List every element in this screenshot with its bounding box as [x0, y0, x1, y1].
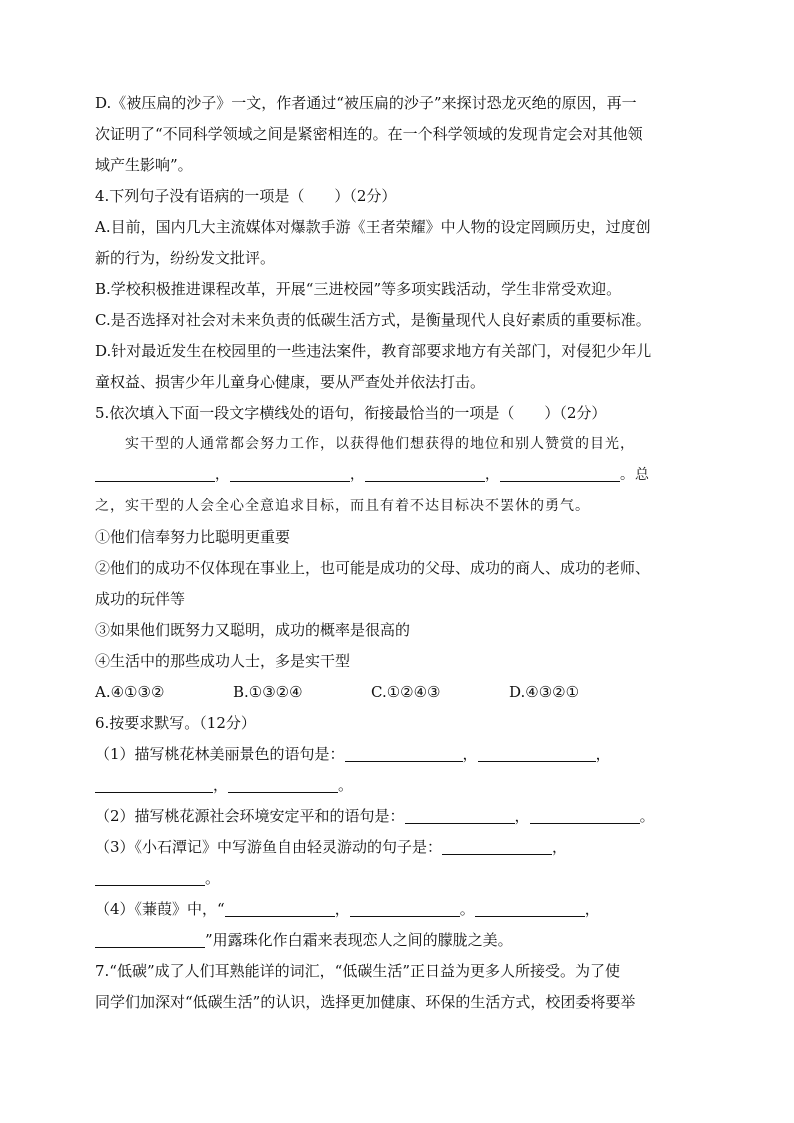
q6-part-1: （1）描写桃花林美丽景色的语句是： ， ， [95, 745, 611, 763]
q6-part-3: （3）《小石潭记》中写游鱼自由轻灵游动的句子是： ， [95, 838, 568, 856]
item-1: ①他们信奉努力比聪明更重要 [95, 528, 291, 546]
answer-option-c: C.①②④③ [371, 683, 441, 701]
q6-part-1-cont: ， 。 [95, 770, 697, 801]
text-line: 域产生影响”。 [95, 156, 193, 174]
answer-options [95, 677, 697, 708]
option-b: B.学校积极推进课程改革，开展“三进校园”等多项实践活动，学生非常受欢迎。 [95, 280, 622, 298]
answer-option-a: A.④①③② [95, 683, 165, 701]
fill-blank[interactable] [95, 774, 213, 793]
fill-blank[interactable] [230, 463, 350, 482]
question-4-title: 4.下列句子没有语病的一项是（ ）（2分） [95, 187, 397, 205]
option-a-cont: 新的行为，纷纷发文批评。 [95, 249, 276, 267]
item-2: ②他们的成功不仅体现在事业上，也可能是成功的父母、成功的商人、成功的老师、 [95, 559, 651, 577]
option-d-cont: 童权益、损害少年儿童身心健康，要从严查处并依法打击。 [95, 373, 486, 391]
question-5-title: 5.依次填入下面一段文字横线处的语句，衔接最恰当的一项是（ ）（2分） [95, 404, 607, 422]
fill-blank[interactable] [95, 929, 205, 948]
fill-blank[interactable] [405, 805, 515, 824]
option-a: A.目前，国内几大主流媒体对爆款手游《王者荣耀》中人物的设定罔顾历史，过度创 [95, 218, 651, 236]
fill-blank[interactable] [442, 836, 552, 855]
q6-part-4: （4）《蒹葭》中，“ ， 。 ， [95, 900, 600, 918]
fill-blank[interactable] [475, 898, 585, 917]
fill-blank[interactable] [350, 898, 460, 917]
fill-blank[interactable] [365, 463, 485, 482]
passage-line-3: 之，实干型的人会全心全意追求目标，而且有着不达目标决不罢休的勇气。 [95, 498, 590, 514]
item-3: ③如果他们既努力又聪明，成功的概率是很高的 [95, 621, 411, 639]
question-7-line-2: 同学们加深对“低碳生活”的认识，选择更加健康、环保的生活方式，校团委将要举 [95, 993, 636, 1011]
passage-line-2: ， ， ， 。总 [95, 460, 697, 491]
text-line: D.《被压扁的沙子》一文，作者通过“被压扁的沙子”来探讨恐龙灭绝的原因，再一 [95, 94, 637, 112]
question-7-line-1: 7.“低碳”成了人们耳熟能详的词汇，“低碳生活”正日益为更多人所接受。为了使 [95, 962, 620, 980]
item-2-cont: 成功的玩伴等 [95, 590, 186, 608]
item-4: ④生活中的那些成功人士，多是实干型 [95, 652, 351, 670]
fill-blank[interactable] [345, 743, 463, 762]
option-d: D.针对最近发生在校园里的一些违法案件，教育部要求地方有关部门，对侵犯少年儿 [95, 342, 652, 360]
fill-blank[interactable] [95, 463, 215, 482]
q6-part-4-cont: ”用露珠化作白霜来表现恋人之间的朦胧之美。 [95, 925, 697, 956]
answer-option-b: B.①③②④ [233, 683, 303, 701]
q6-part-3-cont: 。 [95, 863, 697, 894]
text-line: 次证明了“不同科学领域之间是紧密相连的。在一个科学领域的发现肯定会对其他领 [95, 125, 643, 143]
fill-blank[interactable] [530, 805, 640, 824]
fill-blank[interactable] [228, 774, 338, 793]
fill-blank[interactable] [500, 463, 620, 482]
option-c: C.是否选择对社会对未来负责的低碳生活方式，是衡量现代人良好素质的重要标准。 [95, 311, 651, 329]
fill-blank[interactable] [478, 743, 596, 762]
fill-blank[interactable] [95, 867, 205, 886]
exam-page [95, 88, 697, 1018]
question-6-title: 6.按要求默写。（12分） [95, 714, 256, 732]
answer-option-d: D.④③②① [509, 683, 580, 701]
passage-line-1: 实干型的人通常都会努力工作，以获得他们想获得的地位和别人赞赏的目光， [125, 436, 635, 452]
fill-blank[interactable] [225, 898, 335, 917]
q6-part-2: （2）描写桃花源社会环境安定平和的语句是： ， 。 [95, 807, 655, 825]
